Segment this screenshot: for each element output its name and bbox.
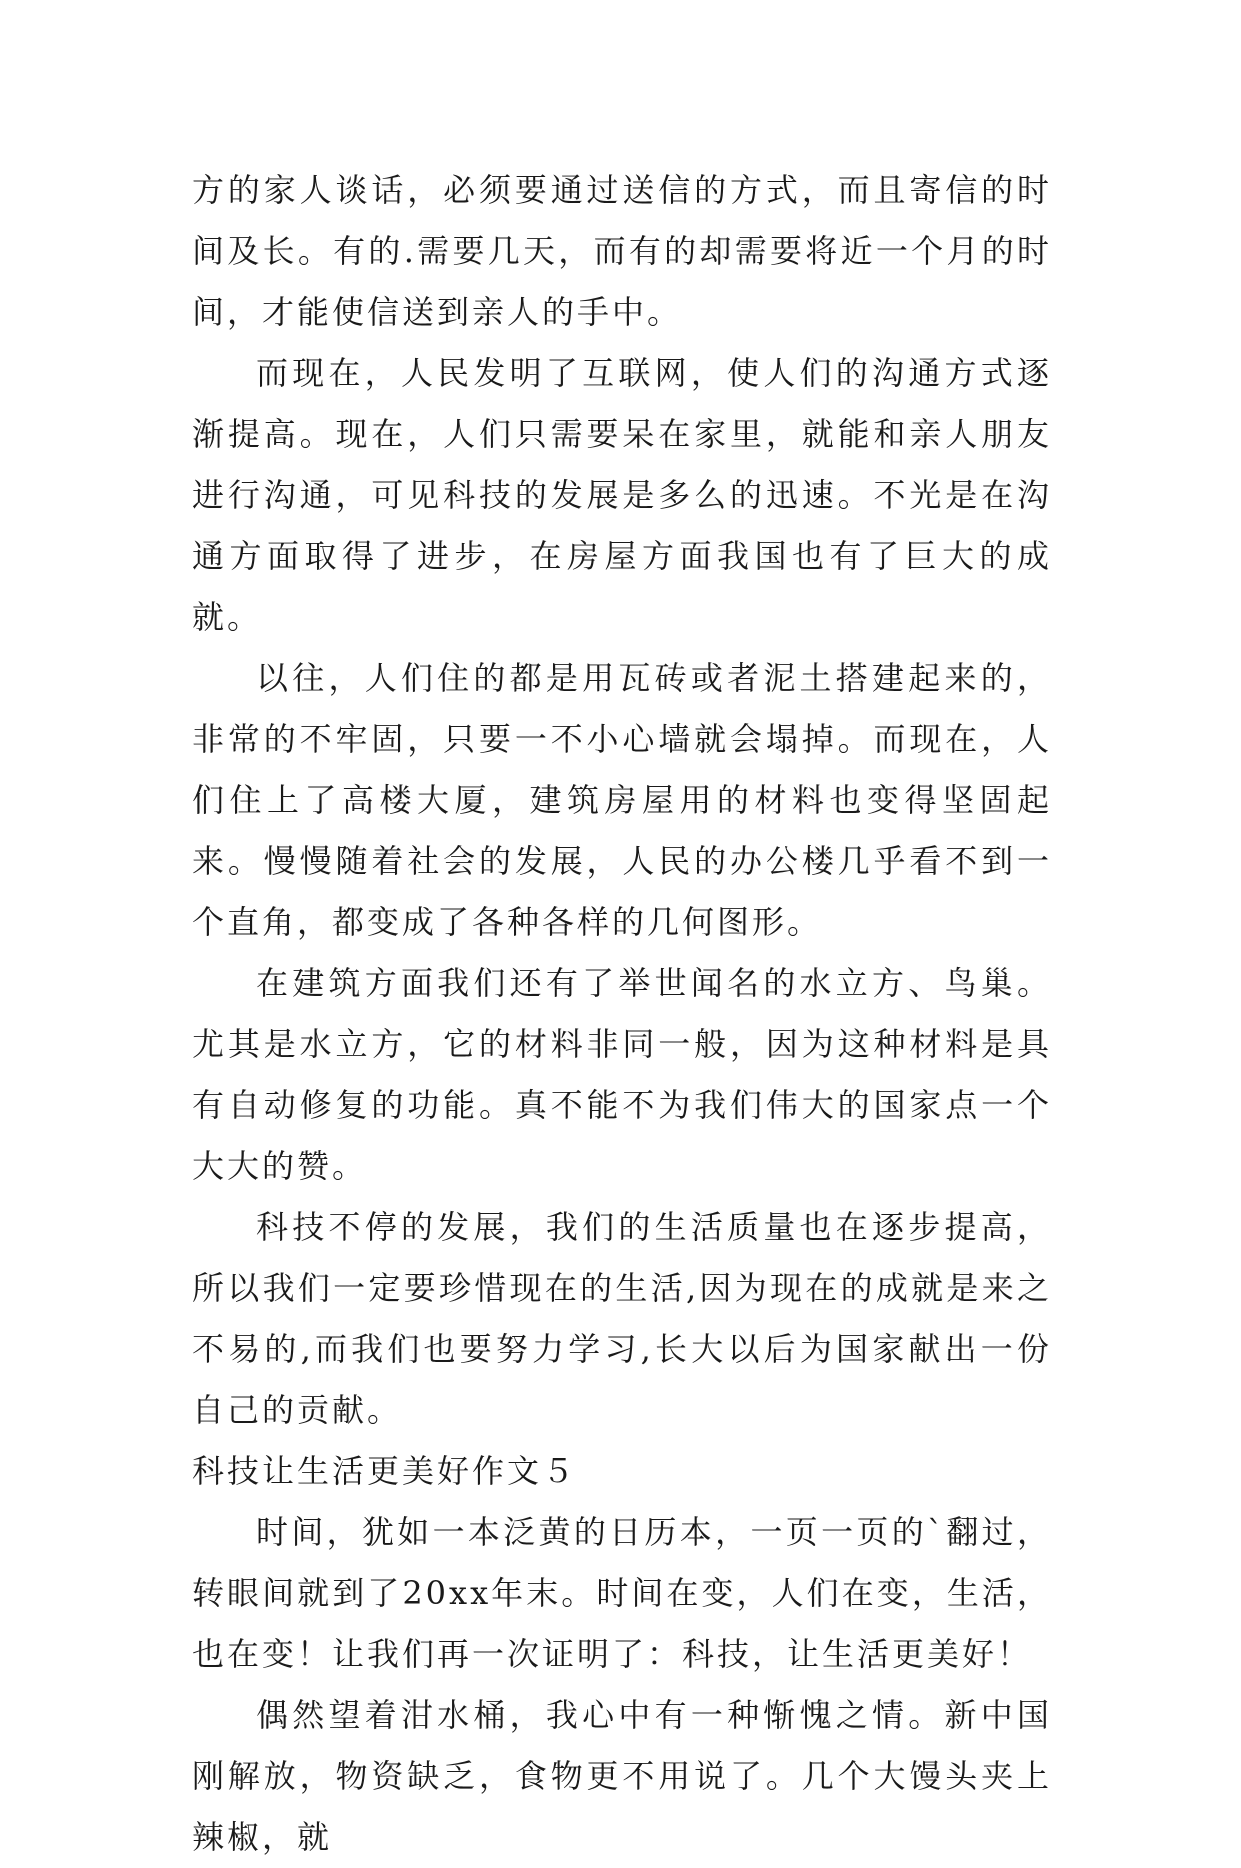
document-body — [192, 160, 1052, 1868]
paragraph-1: 方的家人谈话，必须要通过送信的方式，而且寄信的时间及长。有的.需要几天，而有的却需要将近一个月的时间，才能使信送到亲人的手中。 — [192, 171, 1052, 331]
paragraph-2: 而现在，人民发明了互联网，使人们的沟通方式逐渐提高。现在，人们只需要呆在家里，就能和亲人朋友进行沟通，可见科技的发展是多么的迅速。不光是在沟通方面取得了进步，在房屋方面我国也有了巨大的成就。 — [192, 354, 1052, 636]
paragraph-5: 科技不停的发展，我们的生活质量也在逐步提高，所以我们一定要珍惜现在的生活,因为现在的成就是来之不易的,而我们也要努力学习,长大以后为国家献出一份自己的贡献。 — [192, 1208, 1052, 1429]
section-paragraph-2: 偶然望着泔水桶，我心中有一种惭愧之情。新中国刚解放，物资缺乏，食物更不用说了。几个大馒头夹上辣椒，就 — [192, 1696, 1052, 1856]
section-paragraph-1: 时间，犹如一本泛黄的日历本，一页一页的`翻过，转眼间就到了20xx年末。时间在变，人们在变，生活，也在变！让我们再一次证明了：科技，让生活更美好！ — [192, 1513, 1052, 1673]
section-heading: 科技让生活更美好作文５ — [192, 1452, 578, 1490]
paragraph-3: 以往，人们住的都是用瓦砖或者泥土搭建起来的，非常的不牢固，只要一不小心墙就会塌掉。而现在，人们住上了高楼大厦，建筑房屋用的材料也变得坚固起来。慢慢随着社会的发展，人民的办公楼几乎看不到一个直角，都变成了各种各样的几何图形。 — [192, 659, 1052, 941]
paragraph-4: 在建筑方面我们还有了举世闻名的水立方、鸟巢。尤其是水立方，它的材料非同一般，因为这种材料是具有自动修复的功能。真不能不为我们伟大的国家点一个大大的赞。 — [192, 964, 1052, 1185]
